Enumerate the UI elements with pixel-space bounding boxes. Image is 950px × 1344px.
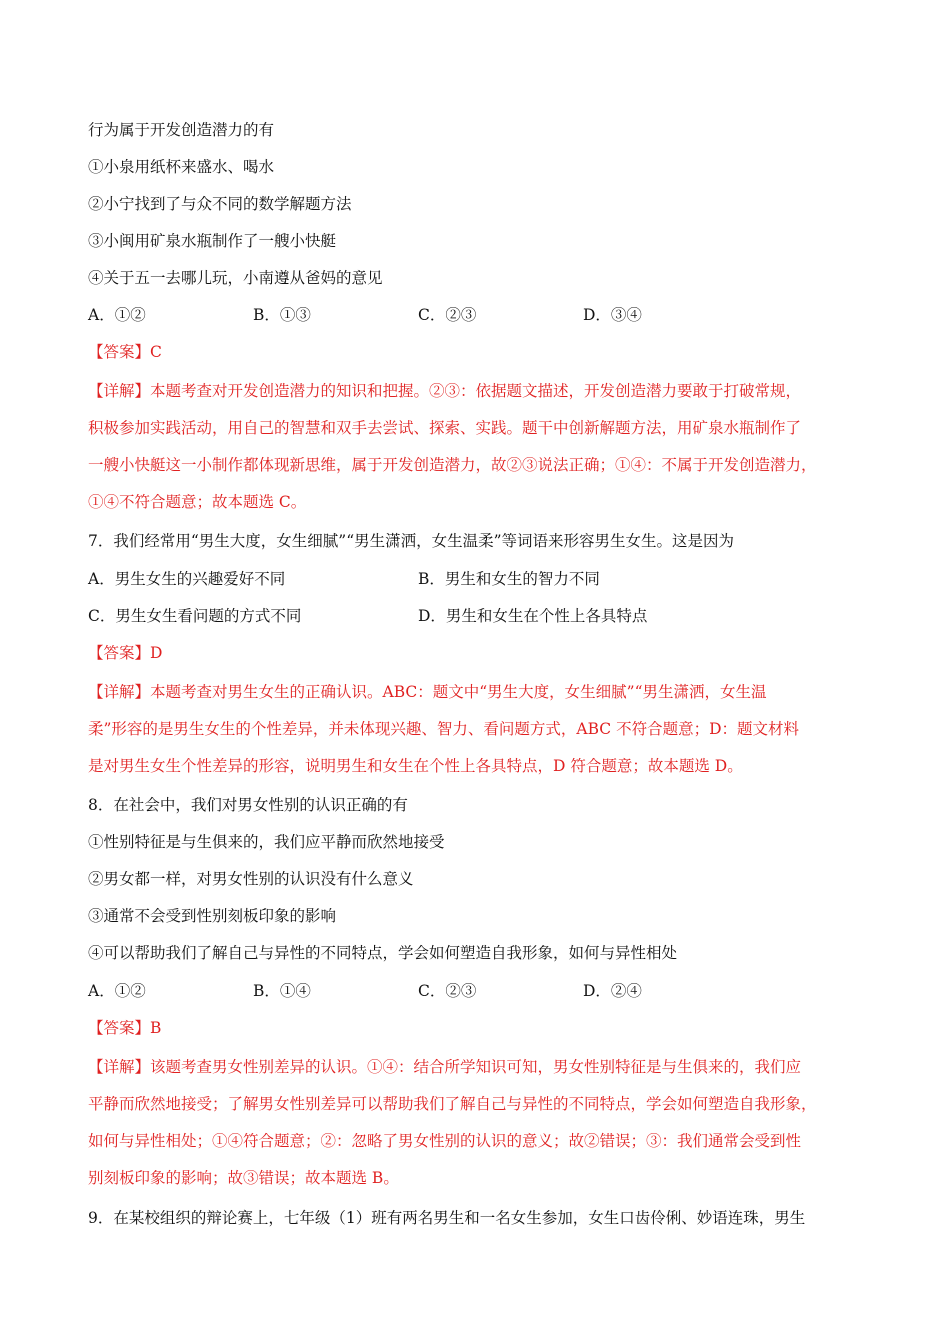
q8-explain-line-4: 别刻板印象的影响；故③错误；故本题选 B。 [88, 1169, 399, 1187]
q7-answer [88, 643, 162, 663]
q8-item-2: ②男女都一样，对男女性别的认识没有什么意义 [88, 870, 414, 888]
q9-stem: 9．在某校组织的辩论赛上，七年级（1）班有两名男生和一名女生参加，女生口齿伶俐、妙语连珠，男生 [88, 1209, 806, 1227]
q7-option-b: B．男生和女生的智力不同 [418, 570, 600, 588]
q7-explain-line-2: 柔”形容的是男生女生的个性差异，并未体现兴趣、智力、看问题方式，ABC 不符合题意；D：题文材料 [88, 720, 800, 738]
explain-text: 本题考查对男生女生的正确认识。ABC：题文中“男生大度，女生细腻”“男生潇洒，女生温 [150, 683, 767, 701]
q8-stem: 8．在社会中，我们对男女性别的认识正确的有 [88, 796, 408, 814]
q6-stem-tail: 行为属于开发创造潜力的有 [88, 121, 275, 139]
q8-item-4: ④可以帮助我们了解自己与异性的不同特点，学会如何塑造自我形象，如何与异性相处 [88, 944, 678, 962]
q6-item-4: ④关于五一去哪儿玩，小南遵从爸妈的意见 [88, 269, 383, 287]
q7-option-c: C．男生女生看问题的方式不同 [88, 607, 302, 625]
explain-label: 【详解】 [88, 382, 151, 400]
q8-option-a: A．①② [88, 982, 146, 1000]
q8-option-c: C．②③ [418, 982, 477, 1000]
q7-option-d: D．男生和女生在个性上各具特点 [418, 607, 648, 625]
q8-item-3: ③通常不会受到性别刻板印象的影响 [88, 907, 337, 925]
q6-option-a: A．①② [88, 306, 146, 324]
q6-item-2: ②小宁找到了与众不同的数学解题方法 [88, 195, 352, 213]
q8-explain-line-1 [88, 1057, 801, 1077]
q6-item-3: ③小闽用矿泉水瓶制作了一艘小快艇 [88, 232, 337, 250]
q6-option-c: C．②③ [418, 306, 477, 324]
answer-value: B [150, 1019, 162, 1037]
q6-explain-line-1 [88, 381, 801, 401]
q6-explain-line-4: ①④不符合题意；故本题选 C。 [88, 493, 307, 511]
answer-label: 【答案】 [88, 343, 151, 361]
explain-label: 【详解】 [88, 683, 151, 701]
q8-explain-line-3: 如何与异性相处；①④符合题意；②：忽略了男女性别的认识的意义；故②错误；③：我们通常会受到性 [88, 1132, 802, 1150]
explain-text: 本题考查对开发创造潜力的知识和把握。②③：依据题文描述，开发创造潜力要敢于打破常规， [150, 382, 802, 400]
q7-stem: 7．我们经常用“男生大度，女生细腻”“男生潇洒，女生温柔”等词语来形容男生女生。这是因为 [88, 532, 735, 550]
q8-explain-line-2: 平静而欣然地接受；了解男女性别差异可以帮助我们了解自己与异性的不同特点，学会如何塑造自我形象， [88, 1095, 817, 1113]
q8-answer [88, 1018, 161, 1038]
q8-option-d: D．②④ [583, 982, 642, 1000]
q7-explain-line-3: 是对男生女生个性差异的形容，说明男生和女生在个性上各具特点，D 符合题意；故本题选 D。 [88, 757, 743, 775]
q6-option-b: B．①③ [253, 306, 311, 324]
q8-item-1: ①性别特征是与生俱来的，我们应平静而欣然地接受 [88, 833, 445, 851]
explain-label: 【详解】 [88, 1058, 151, 1076]
q6-item-1: ①小泉用纸杯来盛水、喝水 [88, 158, 275, 176]
q6-option-d: D．③④ [583, 306, 642, 324]
q8-option-b: B．①④ [253, 982, 311, 1000]
q6-explain-line-2: 积极参加实践活动，用自己的智慧和双手去尝试、探索、实践。题干中创新解题方法，用矿泉水瓶制作了 [88, 419, 802, 437]
q7-option-a: A．男生女生的兴趣爱好不同 [88, 570, 286, 588]
answer-value: D [150, 644, 163, 662]
q6-explain-line-3: 一艘小快艇这一小制作都体现新思维，属于开发创造潜力，故②③说法正确；①④：不属于开发创造潜力， [88, 456, 817, 474]
answer-label: 【答案】 [88, 644, 151, 662]
explain-text: 该题考查男女性别差异的认识。①④：结合所学知识可知，男女性别特征是与生俱来的，我们应 [150, 1058, 802, 1076]
answer-label: 【答案】 [88, 1019, 151, 1037]
q6-answer [88, 342, 162, 362]
answer-value: C [150, 343, 162, 361]
q7-explain-line-1 [88, 682, 767, 702]
